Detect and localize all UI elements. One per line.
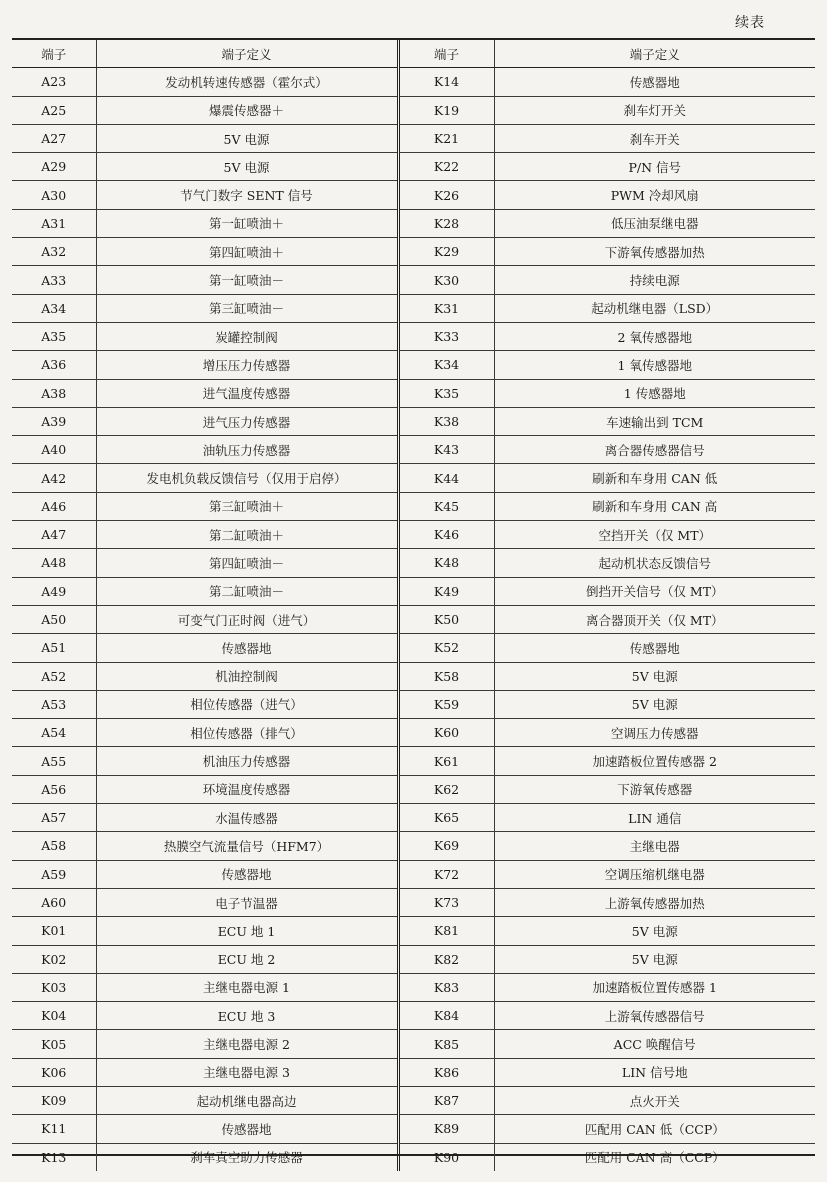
right-terminal-cell: K31 [398, 294, 494, 322]
right-terminal-cell: K61 [398, 747, 494, 775]
left-definition-cell: ECU 地 2 [96, 945, 398, 973]
table-row [12, 860, 815, 888]
right-definition-cell: 5V 电源 [494, 917, 815, 945]
table-row [12, 209, 815, 237]
left-definition-cell: 环境温度传感器 [96, 775, 398, 803]
left-definition-cell: 传感器地 [96, 1115, 398, 1143]
right-terminal-cell: K84 [398, 1002, 494, 1030]
right-terminal-cell: K43 [398, 436, 494, 464]
table-header-row [12, 40, 815, 68]
table-row [12, 775, 815, 803]
table-row [12, 68, 815, 96]
right-terminal-cell: K38 [398, 407, 494, 435]
table-row [12, 549, 815, 577]
left-definition-cell: 第一缸喷油－ [96, 266, 398, 294]
left-terminal-cell: K13 [12, 1143, 96, 1171]
left-terminal-cell: A35 [12, 322, 96, 350]
right-definition-cell: 起动机状态反馈信号 [494, 549, 815, 577]
left-definition-cell: 水温传感器 [96, 804, 398, 832]
table-row [12, 153, 815, 181]
left-terminal-cell: A36 [12, 351, 96, 379]
table-row [12, 266, 815, 294]
left-definition-cell: 主继电器电源 3 [96, 1058, 398, 1086]
table-row [12, 407, 815, 435]
table-row [12, 804, 815, 832]
left-terminal-cell: A40 [12, 436, 96, 464]
left-definition-cell: 起动机继电器高边 [96, 1086, 398, 1114]
left-terminal-cell: K06 [12, 1058, 96, 1086]
left-terminal-cell: K09 [12, 1086, 96, 1114]
continued-label: 续表 [735, 15, 765, 31]
left-terminal-cell: A52 [12, 662, 96, 690]
right-terminal-cell: K22 [398, 153, 494, 181]
table-row [12, 1002, 815, 1030]
right-terminal-cell: K69 [398, 832, 494, 860]
left-definition-cell: 第二缸喷油－ [96, 577, 398, 605]
left-definition-cell: 进气压力传感器 [96, 407, 398, 435]
right-definition-cell: 5V 电源 [494, 690, 815, 718]
right-definition-cell: LIN 信号地 [494, 1058, 815, 1086]
right-terminal-cell: K73 [398, 888, 494, 916]
left-terminal-cell: A50 [12, 605, 96, 633]
right-definition-cell: PWM 冷却风扇 [494, 181, 815, 209]
left-definition-cell: 炭罐控制阀 [96, 322, 398, 350]
right-terminal-cell: K48 [398, 549, 494, 577]
right-terminal-cell: K86 [398, 1058, 494, 1086]
table-row [12, 719, 815, 747]
table-row [12, 1086, 815, 1114]
left-terminal-cell: A33 [12, 266, 96, 294]
right-terminal-cell: K30 [398, 266, 494, 294]
left-terminal-cell: A59 [12, 860, 96, 888]
right-definition-cell: 刹车开关 [494, 124, 815, 152]
right-definition-cell: 5V 电源 [494, 662, 815, 690]
left-terminal-cell: A31 [12, 209, 96, 237]
right-terminal-cell: K21 [398, 124, 494, 152]
header-right-definition: 端子定义 [494, 40, 815, 68]
left-definition-cell: 5V 电源 [96, 153, 398, 181]
left-terminal-cell: A48 [12, 549, 96, 577]
left-terminal-cell: A23 [12, 68, 96, 96]
right-terminal-cell: K19 [398, 96, 494, 124]
left-terminal-cell: A27 [12, 124, 96, 152]
left-definition-cell: 可变气门正时阀（进气） [96, 605, 398, 633]
table-row [12, 1115, 815, 1143]
right-definition-cell: 5V 电源 [494, 945, 815, 973]
left-definition-cell: 第二缸喷油＋ [96, 521, 398, 549]
left-terminal-cell: K01 [12, 917, 96, 945]
left-definition-cell: 第一缸喷油＋ [96, 209, 398, 237]
right-definition-cell: 刷新和车身用 CAN 低 [494, 464, 815, 492]
right-definition-cell: 刷新和车身用 CAN 高 [494, 492, 815, 520]
right-terminal-cell: K87 [398, 1086, 494, 1114]
table-row [12, 521, 815, 549]
left-definition-cell: 主继电器电源 2 [96, 1030, 398, 1058]
right-definition-cell: ACC 唤醒信号 [494, 1030, 815, 1058]
left-definition-cell: 第三缸喷油＋ [96, 492, 398, 520]
right-definition-cell: 加速踏板位置传感器 2 [494, 747, 815, 775]
table-row [12, 181, 815, 209]
table-row [12, 1143, 815, 1171]
right-definition-cell: 低压油泵继电器 [494, 209, 815, 237]
left-definition-cell: 第四缸喷油＋ [96, 238, 398, 266]
table-row [12, 945, 815, 973]
right-definition-cell: 离合器传感器信号 [494, 436, 815, 464]
table-row [12, 124, 815, 152]
left-definition-cell: ECU 地 3 [96, 1002, 398, 1030]
left-definition-cell: 主继电器电源 1 [96, 973, 398, 1001]
left-definition-cell: 传感器地 [96, 634, 398, 662]
right-terminal-cell: K49 [398, 577, 494, 605]
table-body [12, 68, 815, 1171]
table-row [12, 662, 815, 690]
right-definition-cell: 空调压力传感器 [494, 719, 815, 747]
table-row [12, 634, 815, 662]
left-terminal-cell: A38 [12, 379, 96, 407]
table-row [12, 832, 815, 860]
left-definition-cell: 热膜空气流量信号（HFM7） [96, 832, 398, 860]
header-left-definition: 端子定义 [96, 40, 398, 68]
right-definition-cell: 匹配用 CAN 高（CCP） [584, 1150, 725, 1166]
left-definition-cell: 机油压力传感器 [96, 747, 398, 775]
left-definition-cell: 5V 电源 [96, 124, 398, 152]
left-terminal-cell: A32 [12, 238, 96, 266]
right-definition-cell: 上游氧传感器加热 [494, 888, 815, 916]
right-definition-cell: 主继电器 [494, 832, 815, 860]
right-definition-cell: 持续电源 [494, 266, 815, 294]
table-row [12, 351, 815, 379]
left-terminal-cell: A55 [12, 747, 96, 775]
left-terminal-cell: A51 [12, 634, 96, 662]
left-definition-cell: 电子节温器 [96, 888, 398, 916]
right-definition-cell: 倒挡开关信号（仅 MT） [494, 577, 815, 605]
right-definition-cell: 上游氧传感器信号 [494, 1002, 815, 1030]
right-definition-cell: 1 传感器地 [494, 379, 815, 407]
left-terminal-cell: A34 [12, 294, 96, 322]
left-terminal-cell: A29 [12, 153, 96, 181]
right-terminal-cell: K60 [398, 719, 494, 747]
table-row [12, 238, 815, 266]
left-definition-cell: 发电机负载反馈信号（仅用于启停） [96, 464, 398, 492]
left-terminal-cell: K02 [12, 945, 96, 973]
right-definition-cell: 加速踏板位置传感器 1 [494, 973, 815, 1001]
left-terminal-cell: A60 [12, 888, 96, 916]
left-terminal-cell: K05 [12, 1030, 96, 1058]
right-terminal-cell: K52 [398, 634, 494, 662]
table-row [12, 322, 815, 350]
header-left-terminal: 端子 [12, 40, 96, 68]
right-terminal-cell: K83 [398, 973, 494, 1001]
left-terminal-cell: A39 [12, 407, 96, 435]
left-definition-cell: 进气温度传感器 [96, 379, 398, 407]
left-terminal-cell: A30 [12, 181, 96, 209]
right-terminal-cell: K14 [398, 68, 494, 96]
right-terminal-cell: K45 [398, 492, 494, 520]
right-definition-cell: 空挡开关（仅 MT） [494, 521, 815, 549]
left-definition-cell: 刹车真空助力传感器 [96, 1143, 398, 1171]
table-row [12, 973, 815, 1001]
right-definition-cell: P/N 信号 [494, 153, 815, 181]
left-definition-cell: 第三缸喷油－ [96, 294, 398, 322]
table-row [12, 577, 815, 605]
right-terminal-cell: K65 [398, 804, 494, 832]
right-definition-cell: 刹车灯开关 [494, 96, 815, 124]
right-definition-cell: 车速输出到 TCM [494, 407, 815, 435]
table-row [12, 917, 815, 945]
table-row [12, 888, 815, 916]
left-definition-cell: 发动机转速传感器（霍尔式） [96, 68, 398, 96]
right-terminal-cell: K35 [398, 379, 494, 407]
table-row [12, 492, 815, 520]
left-definition-cell: 相位传感器（进气） [96, 690, 398, 718]
table-row [12, 1030, 815, 1058]
left-terminal-cell: K03 [12, 973, 96, 1001]
right-definition-cell: 传感器地 [494, 634, 815, 662]
right-terminal-cell: K34 [398, 351, 494, 379]
right-definition-cell: 2 氧传感器地 [494, 322, 815, 350]
right-definition-cell: 下游氧传感器 [494, 775, 815, 803]
left-definition-cell: 油轨压力传感器 [96, 436, 398, 464]
right-definition-cell: 传感器地 [494, 68, 815, 96]
right-terminal-cell: K81 [398, 917, 494, 945]
right-terminal-cell: K29 [398, 238, 494, 266]
right-terminal-cell: K26 [398, 181, 494, 209]
right-terminal-cell: K28 [398, 209, 494, 237]
left-definition-cell: 相位传感器（排气） [96, 719, 398, 747]
left-terminal-cell: A49 [12, 577, 96, 605]
right-terminal-cell: K89 [398, 1115, 494, 1143]
right-terminal-cell: K72 [398, 860, 494, 888]
right-definition-cell: 起动机继电器（LSD） [494, 294, 815, 322]
terminal-definition-table [12, 38, 815, 1166]
left-terminal-cell: K11 [12, 1115, 96, 1143]
right-definition-cell: 下游氧传感器加热 [494, 238, 815, 266]
table-row [12, 747, 815, 775]
right-terminal-cell: K85 [398, 1030, 494, 1058]
left-definition-cell: 爆震传感器＋ [96, 96, 398, 124]
left-terminal-cell: A57 [12, 804, 96, 832]
right-terminal-cell: K46 [398, 521, 494, 549]
table-row [12, 294, 815, 322]
left-definition-cell: 第四缸喷油－ [96, 549, 398, 577]
left-terminal-cell: A54 [12, 719, 96, 747]
left-definition-cell: ECU 地 1 [96, 917, 398, 945]
left-terminal-cell: A56 [12, 775, 96, 803]
left-terminal-cell: A53 [12, 690, 96, 718]
right-terminal-cell: K90 [398, 1143, 494, 1171]
table-row [12, 605, 815, 633]
right-definition-cell: 点火开关 [494, 1086, 815, 1114]
right-definition-cell: 空调压缩机继电器 [494, 860, 815, 888]
left-definition-cell: 机油控制阀 [96, 662, 398, 690]
right-terminal-cell: K50 [398, 605, 494, 633]
left-terminal-cell: A42 [12, 464, 96, 492]
right-definition-cell: 离合器顶开关（仅 MT） [494, 605, 815, 633]
table-row [12, 96, 815, 124]
right-terminal-cell: K62 [398, 775, 494, 803]
right-definition-cell: 1 氧传感器地 [494, 351, 815, 379]
left-terminal-cell: A58 [12, 832, 96, 860]
right-definition-cell: 匹配用 CAN 低（CCP） [494, 1115, 815, 1143]
table-row [12, 1058, 815, 1086]
right-definition-cell: LIN 通信 [494, 804, 815, 832]
left-terminal-cell: A25 [12, 96, 96, 124]
right-terminal-cell: K58 [398, 662, 494, 690]
table-row [12, 379, 815, 407]
left-definition-cell: 节气门数字 SENT 信号 [96, 181, 398, 209]
left-terminal-cell: A47 [12, 521, 96, 549]
table-row [12, 690, 815, 718]
table-row [12, 436, 815, 464]
left-terminal-cell: K04 [12, 1002, 96, 1030]
table-row [12, 464, 815, 492]
header-right-terminal: 端子 [398, 40, 494, 68]
right-terminal-cell: K33 [398, 322, 494, 350]
left-definition-cell: 增压压力传感器 [96, 351, 398, 379]
right-terminal-cell: K44 [398, 464, 494, 492]
right-terminal-cell: K82 [398, 945, 494, 973]
left-definition-cell: 传感器地 [96, 860, 398, 888]
right-terminal-cell: K59 [398, 690, 494, 718]
left-terminal-cell: A46 [12, 492, 96, 520]
